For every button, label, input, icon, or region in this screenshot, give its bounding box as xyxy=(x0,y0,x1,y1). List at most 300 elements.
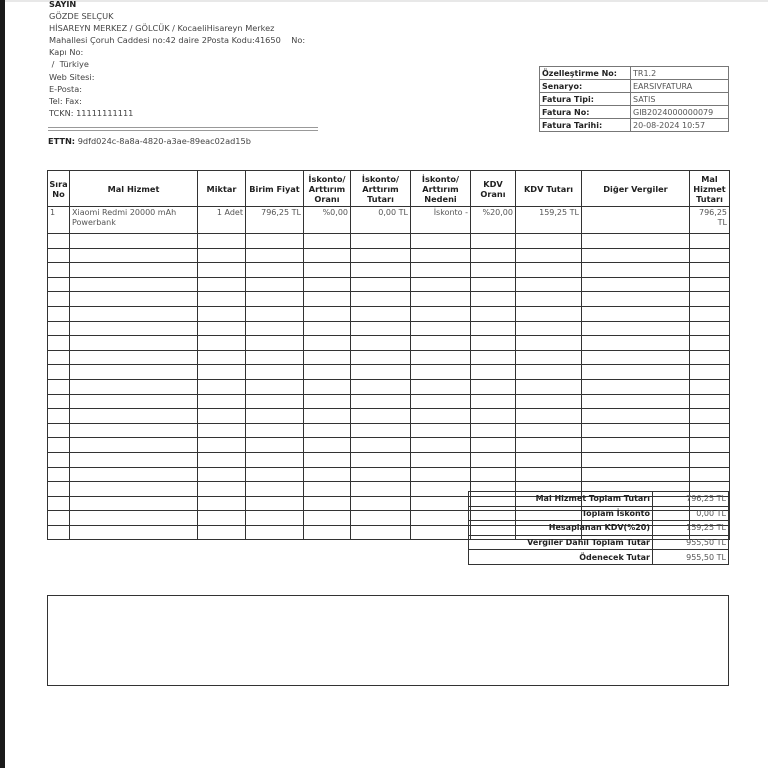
empty-cell xyxy=(48,248,70,263)
empty-cell xyxy=(304,525,351,540)
empty-cell xyxy=(246,394,304,409)
recipient-phone: Tel: Fax: xyxy=(49,95,82,106)
empty-cell xyxy=(48,452,70,467)
empty-cell xyxy=(48,292,70,307)
empty-cell xyxy=(690,467,730,482)
empty-cell xyxy=(690,277,730,292)
col-header-kdv-orani: KDV Oranı xyxy=(471,171,516,207)
empty-cell xyxy=(246,336,304,351)
empty-cell xyxy=(690,306,730,321)
invoice-meta-table xyxy=(539,66,729,132)
empty-cell xyxy=(690,336,730,351)
empty-cell xyxy=(516,350,582,365)
meta-value: GIB2024000000079 xyxy=(631,106,729,119)
totals-row xyxy=(469,550,729,565)
cell-diger-vergiler xyxy=(582,207,690,234)
col-header-iskonto-tutari: İskonto/ Arttırım Tutarı xyxy=(351,171,411,207)
meta-value: SATIS xyxy=(631,93,729,106)
empty-cell xyxy=(411,438,471,453)
recipient-tckn: TCKN: 11111111111 xyxy=(49,107,134,118)
separator-line xyxy=(48,130,318,131)
empty-cell xyxy=(198,467,246,482)
totals-row xyxy=(469,521,729,536)
empty-cell xyxy=(411,511,471,526)
empty-cell xyxy=(582,350,690,365)
recipient-email: E-Posta: xyxy=(49,83,83,94)
meta-label: Fatura Tipi: xyxy=(540,93,631,106)
cell-iskonto-tutari: 0,00 TL xyxy=(351,207,411,234)
cell-kdv-orani: %20,00 xyxy=(471,207,516,234)
total-value: 159,25 TL xyxy=(653,521,729,536)
recipient-address-line2: Mahallesi Çoruh Caddesi no:42 daire 2Posta Kodu:41650 No: xyxy=(49,35,306,46)
empty-cell xyxy=(690,438,730,453)
total-value: 796,25 TL xyxy=(653,492,729,507)
empty-cell xyxy=(304,496,351,511)
empty-cell xyxy=(516,234,582,249)
empty-table-row xyxy=(48,248,730,263)
empty-cell xyxy=(471,263,516,278)
empty-cell xyxy=(516,409,582,424)
empty-cell xyxy=(48,379,70,394)
cell-miktar: 1 Adet xyxy=(198,207,246,234)
empty-cell xyxy=(246,365,304,380)
empty-cell xyxy=(471,336,516,351)
total-value: 955,50 TL xyxy=(653,535,729,550)
recipient-address-line1: HİSAREYN MERKEZ / GÖLCÜK / KocaeliHisareyn Merkez xyxy=(49,23,275,34)
empty-cell xyxy=(582,306,690,321)
totals-table xyxy=(468,491,729,565)
empty-cell xyxy=(48,277,70,292)
empty-cell xyxy=(690,452,730,467)
empty-cell xyxy=(516,263,582,278)
empty-cell xyxy=(516,365,582,380)
empty-cell xyxy=(411,452,471,467)
empty-cell xyxy=(351,306,411,321)
empty-cell xyxy=(304,292,351,307)
empty-cell xyxy=(411,234,471,249)
empty-cell xyxy=(411,365,471,380)
empty-cell xyxy=(516,248,582,263)
col-header-mal-hizmet-tutari: Mal Hizmet Tutarı xyxy=(690,171,730,207)
empty-cell xyxy=(351,365,411,380)
empty-cell xyxy=(48,394,70,409)
cell-kdv-tutari: 159,25 TL xyxy=(516,207,582,234)
meta-row xyxy=(540,119,729,132)
empty-cell xyxy=(70,394,198,409)
empty-cell xyxy=(582,292,690,307)
meta-row xyxy=(540,106,729,119)
total-label: Toplam İskonto xyxy=(469,506,653,521)
empty-cell xyxy=(351,321,411,336)
empty-cell xyxy=(304,511,351,526)
col-header-miktar: Miktar xyxy=(198,171,246,207)
empty-cell xyxy=(246,234,304,249)
empty-cell xyxy=(48,306,70,321)
empty-cell xyxy=(70,409,198,424)
meta-value: TR1.2 xyxy=(631,67,729,80)
empty-table-row xyxy=(48,321,730,336)
total-label: Vergiler Dahil Toplam Tutar xyxy=(469,535,653,550)
empty-cell xyxy=(582,248,690,263)
empty-cell xyxy=(70,482,198,497)
empty-cell xyxy=(304,467,351,482)
empty-table-row xyxy=(48,365,730,380)
recipient-block xyxy=(49,0,305,119)
empty-cell xyxy=(582,438,690,453)
empty-cell xyxy=(690,365,730,380)
empty-cell xyxy=(411,394,471,409)
empty-cell xyxy=(304,409,351,424)
total-label: Mal Hizmet Toplam Tutarı xyxy=(469,492,653,507)
empty-cell xyxy=(198,379,246,394)
recipient-kapi-no: Kapı No: xyxy=(49,47,84,58)
empty-cell xyxy=(582,277,690,292)
empty-cell xyxy=(246,452,304,467)
total-label: Ödenecek Tutar xyxy=(469,550,653,565)
empty-cell xyxy=(70,321,198,336)
meta-row xyxy=(540,80,729,93)
empty-cell xyxy=(48,496,70,511)
empty-cell xyxy=(351,263,411,278)
empty-cell xyxy=(471,452,516,467)
meta-label: Fatura No: xyxy=(540,106,631,119)
empty-cell xyxy=(351,292,411,307)
empty-cell xyxy=(411,525,471,540)
empty-cell xyxy=(198,365,246,380)
empty-table-row xyxy=(48,423,730,438)
empty-cell xyxy=(70,263,198,278)
empty-cell xyxy=(198,234,246,249)
empty-cell xyxy=(198,394,246,409)
empty-cell xyxy=(304,438,351,453)
empty-cell xyxy=(246,379,304,394)
empty-cell xyxy=(304,277,351,292)
empty-cell xyxy=(411,277,471,292)
empty-cell xyxy=(48,350,70,365)
empty-table-row xyxy=(48,292,730,307)
empty-cell xyxy=(70,511,198,526)
empty-cell xyxy=(471,438,516,453)
empty-cell xyxy=(48,365,70,380)
empty-cell xyxy=(246,525,304,540)
empty-cell xyxy=(198,409,246,424)
empty-cell xyxy=(351,438,411,453)
empty-cell xyxy=(582,263,690,278)
empty-cell xyxy=(582,423,690,438)
empty-cell xyxy=(582,394,690,409)
empty-table-row xyxy=(48,467,730,482)
empty-cell xyxy=(411,350,471,365)
col-header-iskonto-nedeni: İskonto/ Arttırım Nedeni xyxy=(411,171,471,207)
totals-row xyxy=(469,492,729,507)
meta-value: EARSIVFATURA xyxy=(631,80,729,93)
empty-cell xyxy=(70,234,198,249)
empty-cell xyxy=(48,482,70,497)
empty-cell xyxy=(246,438,304,453)
empty-cell xyxy=(304,423,351,438)
empty-cell xyxy=(351,482,411,497)
empty-cell xyxy=(246,350,304,365)
empty-cell xyxy=(411,482,471,497)
empty-cell xyxy=(246,248,304,263)
empty-cell xyxy=(516,467,582,482)
empty-cell xyxy=(516,379,582,394)
empty-table-row xyxy=(48,277,730,292)
empty-cell xyxy=(411,248,471,263)
col-header-sira-no: Sıra No xyxy=(48,171,70,207)
empty-cell xyxy=(471,292,516,307)
empty-cell xyxy=(304,482,351,497)
cell-iskonto-orani: %0,00 xyxy=(304,207,351,234)
empty-cell xyxy=(351,511,411,526)
cell-birim-fiyat: 796,25 TL xyxy=(246,207,304,234)
empty-cell xyxy=(471,423,516,438)
empty-cell xyxy=(516,438,582,453)
meta-value: 20-08-2024 10:57 xyxy=(631,119,729,132)
empty-cell xyxy=(198,321,246,336)
empty-cell xyxy=(471,379,516,394)
empty-cell xyxy=(471,365,516,380)
empty-cell xyxy=(351,423,411,438)
empty-cell xyxy=(48,336,70,351)
empty-cell xyxy=(411,423,471,438)
notes-box xyxy=(47,595,729,686)
ettn-value: 9dfd024c-8a8a-4820-a3ae-89eac02ad15b xyxy=(77,136,251,146)
empty-cell xyxy=(70,365,198,380)
empty-cell xyxy=(411,306,471,321)
meta-label: Fatura Tarihi: xyxy=(540,119,631,132)
empty-cell xyxy=(411,379,471,394)
empty-cell xyxy=(198,525,246,540)
empty-cell xyxy=(70,438,198,453)
empty-cell xyxy=(471,248,516,263)
empty-cell xyxy=(198,336,246,351)
empty-cell xyxy=(411,496,471,511)
empty-cell xyxy=(246,321,304,336)
empty-cell xyxy=(351,277,411,292)
empty-cell xyxy=(351,394,411,409)
recipient-heading: SAYIN xyxy=(49,0,77,9)
empty-cell xyxy=(690,234,730,249)
empty-cell xyxy=(304,263,351,278)
totals-row xyxy=(469,535,729,550)
empty-cell xyxy=(690,394,730,409)
empty-cell xyxy=(351,336,411,351)
col-header-mal-hizmet: Mal Hizmet xyxy=(70,171,198,207)
empty-cell xyxy=(690,321,730,336)
empty-table-row xyxy=(48,336,730,351)
empty-cell xyxy=(70,248,198,263)
empty-cell xyxy=(411,263,471,278)
empty-cell xyxy=(471,350,516,365)
empty-cell xyxy=(246,306,304,321)
empty-cell xyxy=(70,277,198,292)
empty-cell xyxy=(48,321,70,336)
empty-cell xyxy=(304,394,351,409)
empty-cell xyxy=(246,409,304,424)
empty-cell xyxy=(690,263,730,278)
empty-cell xyxy=(198,263,246,278)
empty-cell xyxy=(304,234,351,249)
empty-cell xyxy=(48,234,70,249)
table-row xyxy=(48,207,730,234)
empty-cell xyxy=(582,409,690,424)
col-header-iskonto-orani: İskonto/ Arttırım Oranı xyxy=(304,171,351,207)
empty-cell xyxy=(516,292,582,307)
ettn-label: ETTN: xyxy=(48,136,76,146)
empty-cell xyxy=(198,511,246,526)
empty-cell xyxy=(70,467,198,482)
ettn-line xyxy=(48,136,251,146)
empty-cell xyxy=(304,321,351,336)
col-header-kdv-tutari: KDV Tutarı xyxy=(516,171,582,207)
empty-cell xyxy=(582,321,690,336)
empty-cell xyxy=(48,511,70,526)
empty-cell xyxy=(304,365,351,380)
empty-cell xyxy=(198,438,246,453)
empty-cell xyxy=(471,234,516,249)
recipient-website: Web Sitesi: xyxy=(49,71,95,82)
empty-cell xyxy=(690,409,730,424)
empty-cell xyxy=(48,525,70,540)
empty-cell xyxy=(516,321,582,336)
empty-cell xyxy=(198,482,246,497)
empty-cell xyxy=(351,452,411,467)
empty-cell xyxy=(246,511,304,526)
empty-cell xyxy=(246,482,304,497)
empty-cell xyxy=(70,306,198,321)
empty-cell xyxy=(471,467,516,482)
meta-label: Özelleştirme No: xyxy=(540,67,631,80)
empty-cell xyxy=(246,496,304,511)
empty-cell xyxy=(690,248,730,263)
empty-cell xyxy=(411,292,471,307)
empty-cell xyxy=(351,234,411,249)
empty-cell xyxy=(70,350,198,365)
cell-sira-no: 1 xyxy=(48,207,70,234)
empty-table-row xyxy=(48,234,730,249)
empty-cell xyxy=(516,452,582,467)
empty-cell xyxy=(198,452,246,467)
empty-cell xyxy=(582,234,690,249)
total-value: 0,00 TL xyxy=(653,506,729,521)
empty-cell xyxy=(70,452,198,467)
empty-cell xyxy=(304,336,351,351)
separator-line xyxy=(48,127,318,128)
empty-cell xyxy=(690,350,730,365)
col-header-birim-fiyat: Birim Fiyat xyxy=(246,171,304,207)
empty-table-row xyxy=(48,306,730,321)
empty-cell xyxy=(471,306,516,321)
empty-cell xyxy=(516,277,582,292)
empty-cell xyxy=(690,292,730,307)
empty-cell xyxy=(246,292,304,307)
recipient-country: / Türkiye xyxy=(49,59,89,70)
empty-cell xyxy=(516,306,582,321)
empty-cell xyxy=(471,321,516,336)
empty-cell xyxy=(198,306,246,321)
empty-cell xyxy=(471,394,516,409)
empty-cell xyxy=(690,423,730,438)
empty-cell xyxy=(70,336,198,351)
items-table xyxy=(47,170,730,540)
empty-cell xyxy=(411,336,471,351)
empty-cell xyxy=(246,467,304,482)
empty-cell xyxy=(582,336,690,351)
empty-cell xyxy=(70,292,198,307)
empty-cell xyxy=(411,409,471,424)
empty-cell xyxy=(198,496,246,511)
empty-cell xyxy=(411,467,471,482)
empty-cell xyxy=(582,467,690,482)
empty-cell xyxy=(304,350,351,365)
empty-cell xyxy=(351,467,411,482)
empty-cell xyxy=(351,496,411,511)
empty-cell xyxy=(582,452,690,467)
empty-cell xyxy=(48,467,70,482)
empty-table-row xyxy=(48,379,730,394)
empty-cell xyxy=(198,277,246,292)
cell-mal-hizmet: Xiaomi Redmi 20000 mAh Powerbank xyxy=(70,207,198,234)
meta-label: Senaryo: xyxy=(540,80,631,93)
cell-iskonto-nedeni: İskonto - xyxy=(411,207,471,234)
empty-cell xyxy=(471,409,516,424)
empty-cell xyxy=(516,394,582,409)
total-label: Hesaplanan KDV(%20) xyxy=(469,521,653,536)
empty-cell xyxy=(48,438,70,453)
total-value: 955,50 TL xyxy=(653,550,729,565)
items-header-row xyxy=(48,171,730,207)
empty-cell xyxy=(471,277,516,292)
empty-cell xyxy=(411,321,471,336)
empty-cell xyxy=(48,263,70,278)
empty-cell xyxy=(516,336,582,351)
totals-row xyxy=(469,506,729,521)
empty-cell xyxy=(351,525,411,540)
empty-cell xyxy=(48,423,70,438)
empty-table-row xyxy=(48,350,730,365)
empty-cell xyxy=(70,525,198,540)
empty-cell xyxy=(246,263,304,278)
empty-cell xyxy=(304,248,351,263)
left-edge-bar xyxy=(0,0,5,768)
empty-cell xyxy=(351,248,411,263)
empty-table-row xyxy=(48,409,730,424)
empty-cell xyxy=(690,379,730,394)
empty-table-row xyxy=(48,438,730,453)
empty-cell xyxy=(70,496,198,511)
empty-cell xyxy=(304,452,351,467)
empty-cell xyxy=(198,292,246,307)
empty-cell xyxy=(582,379,690,394)
meta-row xyxy=(540,93,729,106)
empty-cell xyxy=(351,379,411,394)
empty-cell xyxy=(246,423,304,438)
empty-table-row xyxy=(48,452,730,467)
empty-cell xyxy=(198,248,246,263)
empty-cell xyxy=(516,423,582,438)
empty-cell xyxy=(48,409,70,424)
recipient-name: GÖZDE SELÇUK xyxy=(49,11,114,22)
empty-cell xyxy=(304,379,351,394)
col-header-diger-vergiler: Diğer Vergiler xyxy=(582,171,690,207)
empty-cell xyxy=(582,365,690,380)
empty-cell xyxy=(246,277,304,292)
empty-cell xyxy=(70,379,198,394)
empty-cell xyxy=(198,350,246,365)
empty-cell xyxy=(198,423,246,438)
empty-table-row xyxy=(48,394,730,409)
